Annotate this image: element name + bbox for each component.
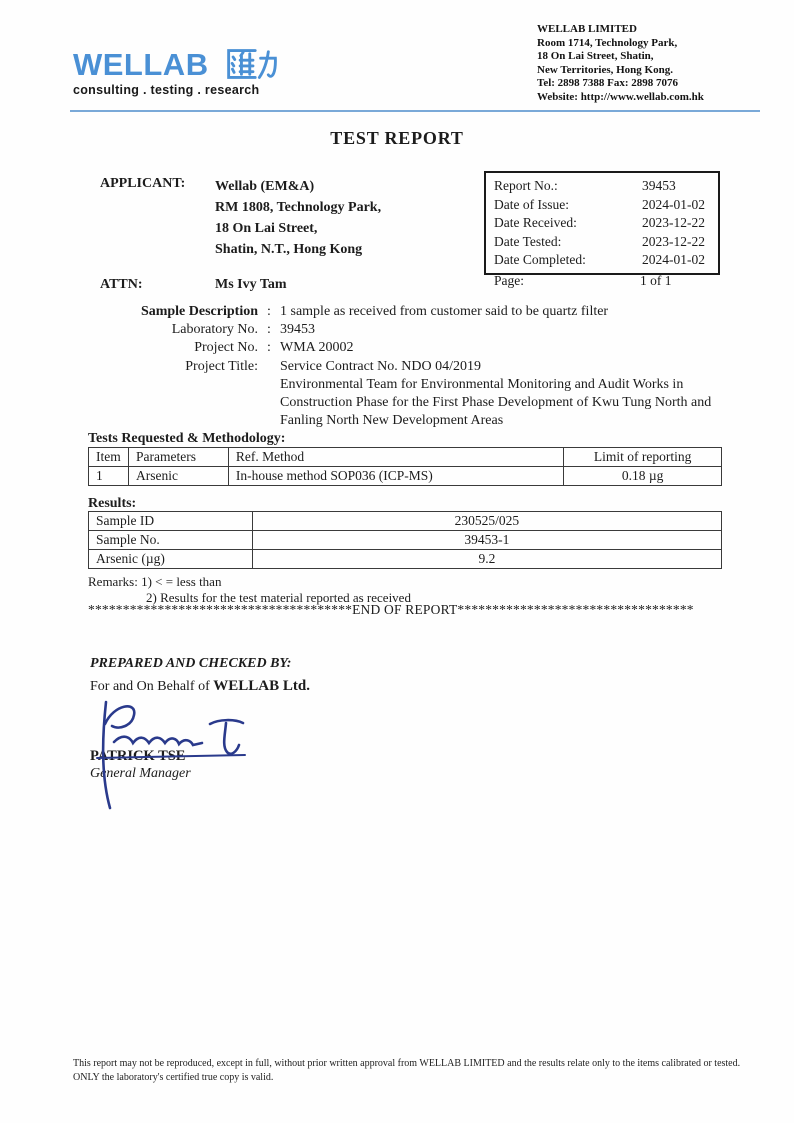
sample-id-label: Sample ID — [89, 512, 253, 531]
sample-info-row — [90, 321, 742, 339]
logo-wordmark: WELLAB — [73, 46, 209, 82]
signatory-title: General Manager — [90, 766, 191, 781]
separator: : — [267, 304, 271, 319]
on-behalf-company: WELLAB Ltd. — [213, 678, 310, 694]
date-received-value: 2023-12-22 — [642, 215, 705, 231]
sample-info-row — [90, 339, 742, 357]
date-tested-label: Date Tested: — [494, 233, 562, 249]
attn-label: ATTN: — [100, 277, 143, 292]
project-no-label: Project No. — [194, 340, 258, 356]
date-completed-value: 2024-01-02 — [642, 252, 705, 268]
sample-info-row — [90, 358, 742, 376]
attn-section — [100, 277, 287, 293]
report-info-row — [494, 177, 710, 196]
tests-header-limit: Limit of reporting — [564, 448, 722, 467]
date-received-label: Date Received: — [494, 215, 577, 231]
applicant-line: RM 1808, Technology Park, — [215, 200, 382, 215]
page-title: TEST REPORT — [330, 128, 464, 148]
applicant-line: Wellab (EM&A) — [215, 179, 315, 194]
date-completed-label: Date Completed: — [494, 252, 586, 268]
company-tel-fax: Tel: 2898 7388 Fax: 2898 7076 — [537, 77, 679, 89]
applicant-line: 18 On Lai Street, — [215, 221, 318, 236]
attn-value: Ms Ivy Tam — [215, 277, 287, 292]
report-info-row — [494, 196, 710, 215]
tests-header-item: Item — [89, 448, 129, 467]
stars-right: ********************************** — [457, 602, 694, 617]
report-info-row — [494, 233, 710, 252]
company-address-line: 18 On Lai Street, Shatin, — [537, 50, 654, 62]
spacer — [90, 376, 258, 431]
tests-table-row — [89, 467, 722, 486]
signature-section — [90, 650, 510, 820]
date-of-issue-value: 2024-01-02 — [642, 196, 705, 212]
applicant-line: Shatin, N.T., Hong Kong — [215, 242, 363, 257]
sample-info-section — [90, 303, 742, 430]
company-name: WELLAB LIMITED — [537, 23, 637, 35]
company-address-line: New Territories, Hong Kong. — [537, 63, 673, 76]
spacer — [258, 376, 280, 431]
applicant-section — [100, 176, 381, 260]
date-of-issue-label: Date of Issue: — [494, 196, 569, 212]
remark-line-1: Remarks: 1) < = less than — [88, 574, 222, 589]
tests-header-parameters: Parameters — [128, 448, 228, 467]
remarks-section — [88, 574, 411, 605]
on-behalf-prefix: For and On Behalf of — [90, 679, 214, 694]
results-heading: Results: — [88, 496, 137, 511]
sample-id-value: 230525/025 — [252, 512, 721, 531]
sample-description-value: 1 sample as received from customer said to be quartz filter — [280, 304, 609, 319]
tests-cell-method: In-house method SOP036 (ICP-MS) — [228, 467, 563, 486]
on-behalf-line — [90, 678, 310, 695]
arsenic-label: Arsenic (µg) — [89, 550, 253, 569]
end-of-report-line — [88, 602, 728, 618]
page-number-row — [494, 273, 720, 289]
sample-no-label: Sample No. — [89, 531, 253, 550]
separator: : — [267, 340, 271, 356]
company-address-block — [537, 23, 704, 104]
tests-cell-parameter: Arsenic — [128, 467, 228, 486]
header-divider — [70, 110, 760, 112]
applicant-address — [215, 176, 381, 260]
project-title-continuation: Environmental Team for Environmental Monitoring and Audit Works in Construction Phase for the First Phase Development of Kwu Tung North and Fanling North New Development Areas — [280, 376, 712, 429]
logo-tagline: consulting . testing . research — [73, 83, 260, 97]
report-no-value: 39453 — [642, 178, 676, 193]
tests-table-header-row — [89, 448, 722, 467]
page-value: 1 of 1 — [640, 273, 672, 288]
results-table-row — [89, 531, 722, 550]
separator: : — [267, 322, 271, 338]
sample-info-row — [90, 303, 742, 321]
arsenic-value: 9.2 — [252, 550, 721, 569]
report-no-label: Report No.: — [494, 178, 558, 193]
applicant-label: APPLICANT: — [100, 176, 186, 191]
date-tested-value: 2023-12-22 — [642, 233, 705, 249]
tests-cell-item: 1 — [89, 467, 129, 486]
sample-no-value: 39453-1 — [252, 531, 721, 550]
company-logo — [73, 48, 286, 97]
results-table — [88, 511, 722, 569]
stars-left: ************************************** — [88, 602, 353, 617]
project-title-value: Service Contract No. NDO 04/2019 — [280, 358, 482, 374]
prepared-by-label: PREPARED AND CHECKED BY: — [90, 656, 292, 671]
tests-cell-limit: 0.18 µg — [564, 467, 722, 486]
separator — [258, 358, 280, 376]
end-of-report-text: END OF REPORT — [352, 602, 458, 617]
project-title-label: Project Title: — [185, 358, 258, 374]
report-info-box — [484, 171, 720, 275]
company-website: Website: http://www.wellab.com.hk — [537, 90, 704, 103]
laboratory-no-label: Laboratory No. — [171, 322, 258, 338]
footer-disclaimer: This report may not be reproduced, except in full, without prior written approval from WELLAB LIMITED and the results relate only to the items calibrated or tested. ONLY the laboratory's certified true copy is valid. — [73, 1058, 741, 1083]
report-info-row — [494, 214, 710, 233]
logo-cjk-icon — [218, 48, 286, 80]
signatory-name: PATRICK TSE — [90, 748, 186, 764]
results-table-row — [89, 550, 722, 569]
tests-header-ref-method: Ref. Method — [228, 448, 563, 467]
sample-description-label: Sample Description — [140, 304, 258, 319]
remark-line-2: 2) Results for the test material reported as received — [146, 589, 411, 605]
results-table-row — [89, 512, 722, 531]
sample-info-row — [90, 376, 742, 431]
tests-table — [88, 447, 722, 486]
company-address-line: Room 1714, Technology Park, — [537, 36, 678, 49]
laboratory-no-value: 39453 — [280, 322, 315, 338]
project-no-value: WMA 20002 — [280, 340, 354, 356]
tests-heading: Tests Requested & Methodology: — [88, 431, 286, 446]
page-label: Page: — [494, 273, 524, 288]
report-info-row — [494, 251, 710, 270]
